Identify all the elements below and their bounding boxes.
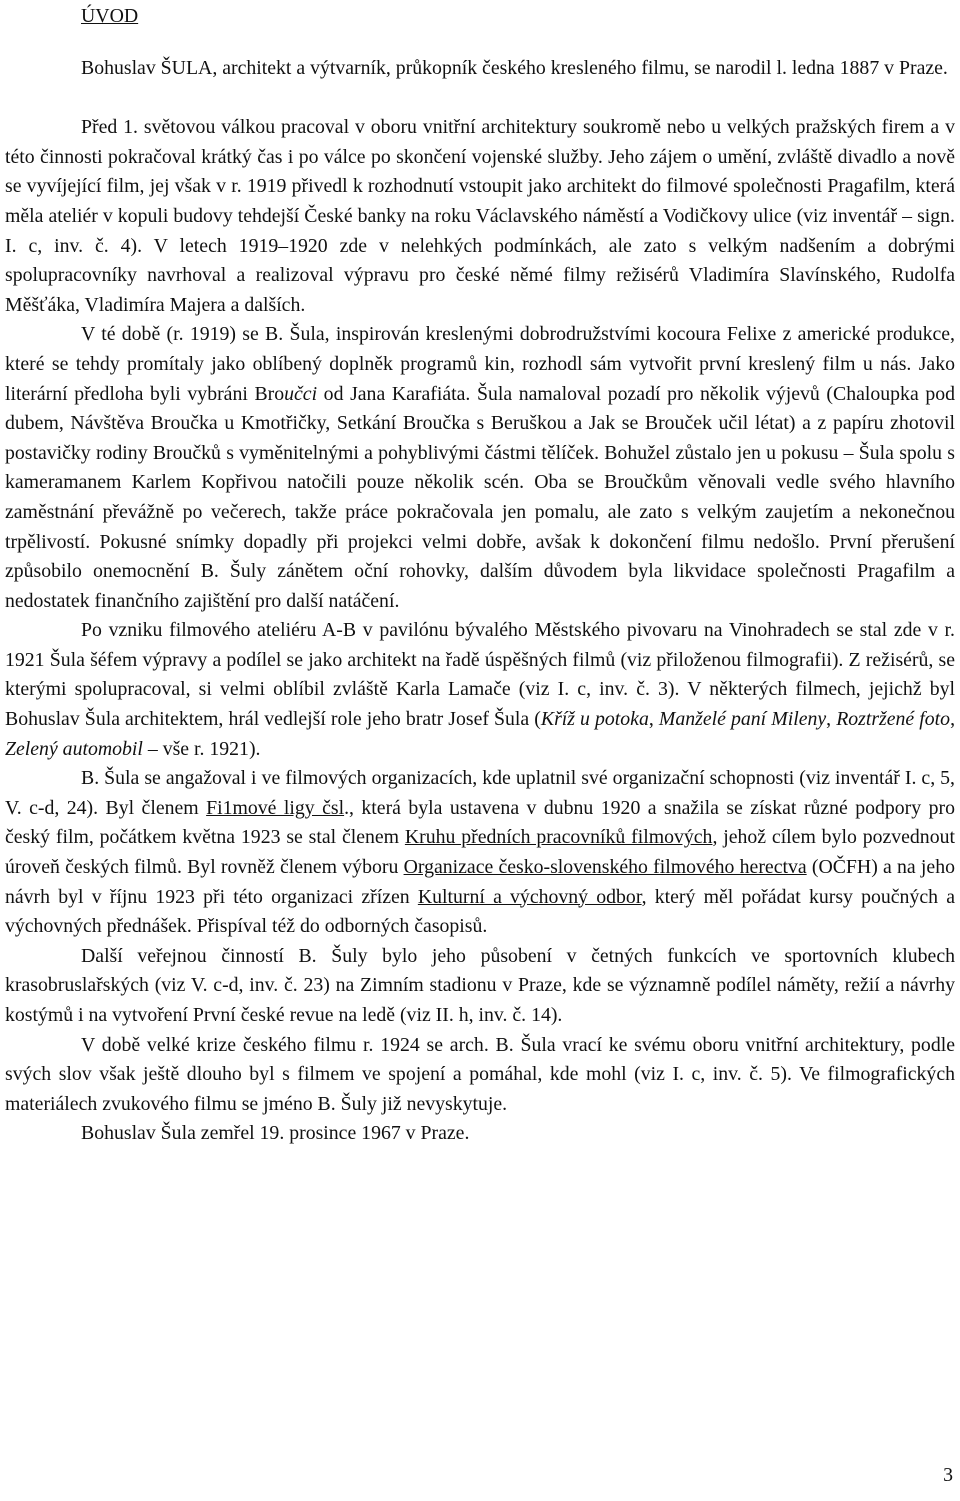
paragraph-death: Bohuslav Šula zemřel 19. prosince 1967 v Praze. [81, 1122, 470, 1145]
paragraph-org-text-d: (OČFH) a na jeho návrh byl v říjnu 1923 při této organizaci zřízen [5, 856, 955, 908]
paragraph-birth: Bohuslav ŠULA, architekt a výtvarník, průkopník českého kresleného filmu, se narodil l. ledna 1887 v Praze. [81, 57, 948, 79]
paragraph-ab-studio [5, 616, 955, 764]
separator-1: , [648, 708, 659, 731]
film-title-2: Manželé paní Mileny [658, 708, 827, 731]
paragraph-broucci [5, 320, 955, 616]
broucci-title-italic: učci [284, 382, 318, 405]
film-title-4: Zelený automobil [5, 737, 143, 760]
org-filmova-liga: Fi1mové ligy čsl [206, 796, 345, 819]
paragraph-ab-text-b: – vše r. 1921). [142, 737, 261, 760]
page-heading: ÚVOD [81, 5, 139, 27]
film-title-3: Roztržené foto [836, 708, 951, 731]
paragraph-organizations [5, 764, 955, 942]
org-ocfh: Organizace česko-slovenského filmového herectva [403, 856, 807, 879]
paragraph-org-text-a: B. Šula se angažoval i ve filmových organizacích, kde uplatnil své organizační schopnosti (viz inventář I. c, 5, V. c-d, 24). Byl členem [5, 767, 955, 819]
paragraph-broucci-text-b: od Jana Karafiáta. Šula namaloval pozadí pro několik výjevů (Chaloupka pod dubem, Návštěva Broučka u Kmotřičky, Setkání Broučka s Beruškou a Jak se Brouček učil létat) a z papíru zhotovil postavičky rodiny Broučků s vyměnitelnými a pohyblivými částmi tělíček. Bohužel zůstalo jen u pokusu – Šula spolu s kameramanem Karlem Kopřivou natočili pouze několik scén. Oba se Broučkům věnovali vedle svého hlavního zaměstnání převážně po večerech, takže práce pokračovala jen pomalu, ale zato s velkým zaujetím a nekonečnou trpělivostí. Pokusné snímky dopadly při projekci velmi dobře, avšak k dokončení filmu nedošlo. První přerušení způsobilo onemocnění B. Šuly zánětem oční rohovky, dalším důvodem byla likvidace společnosti Pragafilm a nedostatek finančního zajištění pro další natáčení. [5, 382, 955, 612]
body-text [5, 54, 955, 1149]
paragraph-crisis: V době velké krize českého filmu r. 1924 se arch. B. Šula vrací ke svému oboru vnitřní architektury, podle svých slov však ještě dlouho byl s filmem ve spojení a pomáhal, kde mohl (viz I. c, inv. č. 5). Ve filmografických materiálech zvukového filmu se jméno B. Šuly již nevyskytuje. [5, 1033, 955, 1115]
separator-2: , [826, 708, 837, 731]
org-kruh-pracovniku: Kruhu předních pracovníků filmových [404, 826, 713, 849]
paragraph-broucci-text-a: V té době (r. 1919) se B. Šula, inspirován kreslenými dobrodružstvími kocoura Felixe z americké produkce, které se tehdy promítaly jako oblíbený doplněk programů kin, rozhodl sám vytvořit první kreslený film u nás. Jako literární předloha byli vybráni Bro [5, 323, 955, 405]
film-title-1: Kříž u potoka [540, 708, 649, 731]
paragraph-org-text-c: , jehož cílem bylo pozvednout úroveň českých filmů. Byl rovněž členem výboru [5, 826, 955, 879]
paragraph-sports: Další veřejnou činností B. Šuly bylo jeho působení v četných funkcích ve sportovních klubech krasobruslařských (viz V. c-d, inv. č. 23) na Zimním stadionu v Praze, kde se významně podílel náměty, režií a návrhy kostýmů i na vytvoření První české revue na ledě (viz II. h, inv. č. 14). [5, 944, 955, 1026]
org-kulturni-odbor: Kulturní a výchovný odbor [417, 885, 642, 908]
paragraph-ab-text-a: Po vzniku filmového ateliéru A-B v pavilónu bývalého Městského pivovaru na Vinohradech se stal zde v r. 1921 Šula šéfem výpravy a podílel se jako architekt na řadě úspěšných filmů (viz přiloženou filmografii). Z režisérů, se kterými spolupracoval, si velmi oblíbil zvláště Karla Lamače (viz I. c, inv. č. 3). V některých filmech, jejichž byl Bohuslav Šula architektem, hrál vedlejší role jeho bratr Josef Šula ( [5, 619, 955, 731]
paragraph-early-career: Před 1. světovou válkou pracoval v oboru vnitřní architektury soukromě nebo u velkých pražských firem a v této činnosti pokračoval krátký čas i po válce po skončení vojenské služby. Jeho zájem o umění, zvláště divadlo a nově se vyvíjející film, jej však v r. 1919 přivedl k rozhodnutí vstoupit jako architekt do filmové společnosti Pragafilm, která měla ateliér v kopuli budovy tehdejší České banky na roku Václavského náměstí a Vodičkovy ulice (viz inventář – sign. I. c, inv. č. 4). V letech 1919–1920 zde v nelehkých podmínkách, ale zato s velkým nadšením a dobrými spolupracovníky navrhoval a realizoval výpravu pro české němé filmy režisérů Vladimíra Slavínského, Rudolfa Měšťáka, Vladimíra Majera a dalších. [5, 116, 955, 316]
document-page [5, 0, 955, 1501]
separator-3: , [950, 708, 956, 731]
page-number: 3 [943, 1464, 953, 1486]
paragraph-org-text-b: ., která byla ustavena v dubnu 1920 a snažila se získat různé podpory pro český film, počátkem května 1923 se stal členem [5, 796, 955, 849]
paragraph-org-text-e: , který měl pořádat kursy poučných a výchovných přednášek. Přispíval též do odborných časopisů. [5, 885, 955, 938]
